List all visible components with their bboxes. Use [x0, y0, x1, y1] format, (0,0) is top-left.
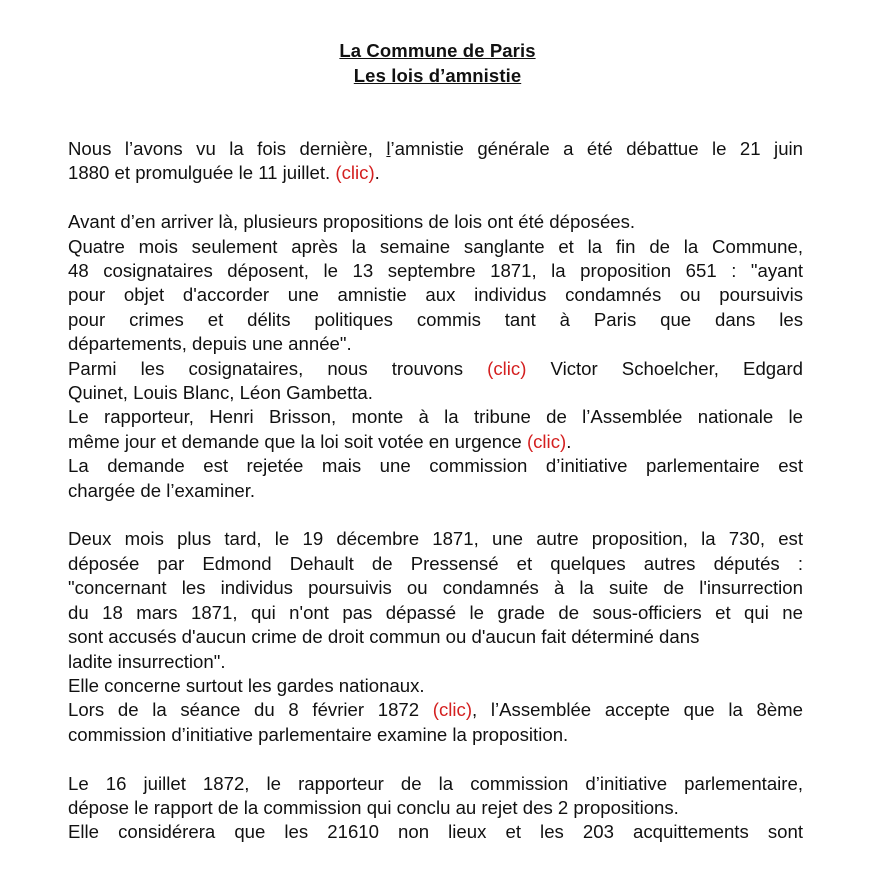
text-line: Elle considérera que les 21610 non lieux et les 203 acquittements sont	[68, 821, 803, 843]
document-title: La Commune de Paris	[339, 40, 536, 61]
clic-link[interactable]: (clic)	[432, 699, 473, 721]
text-line: ladite insurrection".	[68, 650, 226, 672]
paragraph-2	[68, 210, 803, 503]
paragraph-1	[68, 137, 803, 186]
text-line: dépose le rapport de la commission qui conclu au rejet des 2 propositions.	[68, 796, 679, 818]
document-body	[68, 137, 803, 869]
text-line: chargée de l’examiner.	[68, 479, 256, 501]
text-line: Lors de la séance du 8 février 1872 (clic), l’Assemblée accepte que la 8ème	[68, 699, 803, 721]
text-line: même jour et demande que la loi soit votée en urgence (clic).	[68, 430, 572, 452]
paragraph-4	[68, 772, 803, 845]
text-line: Quatre mois seulement après la semaine sanglante et la fin de la Commune,	[68, 235, 803, 257]
text-line: sont accusés d'aucun crime de droit commun ou d'aucun fait déterminé dans	[68, 626, 700, 648]
text-line: pour crimes et délits politiques commis tant à Paris que dans les	[68, 308, 803, 330]
text-line: Parmi les cosignataires, nous trouvons (clic) Victor Schoelcher, Edgard	[68, 357, 804, 379]
clic-link[interactable]: (clic)	[526, 430, 567, 452]
text-line: 1880 et promulguée le 11 juillet. (clic).	[68, 162, 380, 184]
clic-link[interactable]: (clic)	[335, 162, 375, 184]
text-line: Le rapporteur, Henri Brisson, monte à la tribune de l’Assemblée nationale le	[68, 406, 803, 428]
clic-link[interactable]: (clic)	[487, 357, 527, 379]
text-line: du 18 mars 1871, qui n'ont pas dépassé le grade de sous-officiers et qui ne	[68, 601, 803, 623]
text-line: commission d’initiative parlementaire examine la proposition.	[68, 723, 569, 745]
text-line: "concernant les individus poursuivis ou condamnés à la suite de l'insurrection	[68, 577, 803, 599]
text-line: Avant d’en arriver là, plusieurs propositions de lois ont été déposées.	[68, 211, 636, 233]
text-line: Le 16 juillet 1872, le rapporteur de la commission d’initiative parlementaire,	[68, 772, 803, 794]
paragraph-3	[68, 527, 803, 747]
text-line: déposée par Edmond Dehault de Pressensé et quelques autres députés :	[68, 552, 803, 574]
text-line: Nous l’avons vu la fois dernière, l’amnistie générale a été débattue le 21 juin	[68, 138, 804, 159]
text-line: Quinet, Louis Blanc, Léon Gambetta.	[68, 382, 373, 404]
text-line: Elle concerne surtout les gardes nationaux.	[68, 674, 425, 696]
text-line: pour objet d'accorder une amnistie aux individus condamnés ou poursuivis	[68, 284, 803, 306]
text-line: La demande est rejetée mais une commission d’initiative parlementaire est	[68, 455, 803, 477]
text-line: 48 cosignataires déposent, le 13 septembre 1871, la proposition 651 : "ayant	[68, 260, 803, 282]
text-line: Deux mois plus tard, le 19 décembre 1871, une autre proposition, la 730, est	[68, 528, 803, 550]
document-subtitle: Les lois d’amnistie	[353, 65, 522, 86]
text-line: départements, depuis une année".	[68, 333, 352, 355]
